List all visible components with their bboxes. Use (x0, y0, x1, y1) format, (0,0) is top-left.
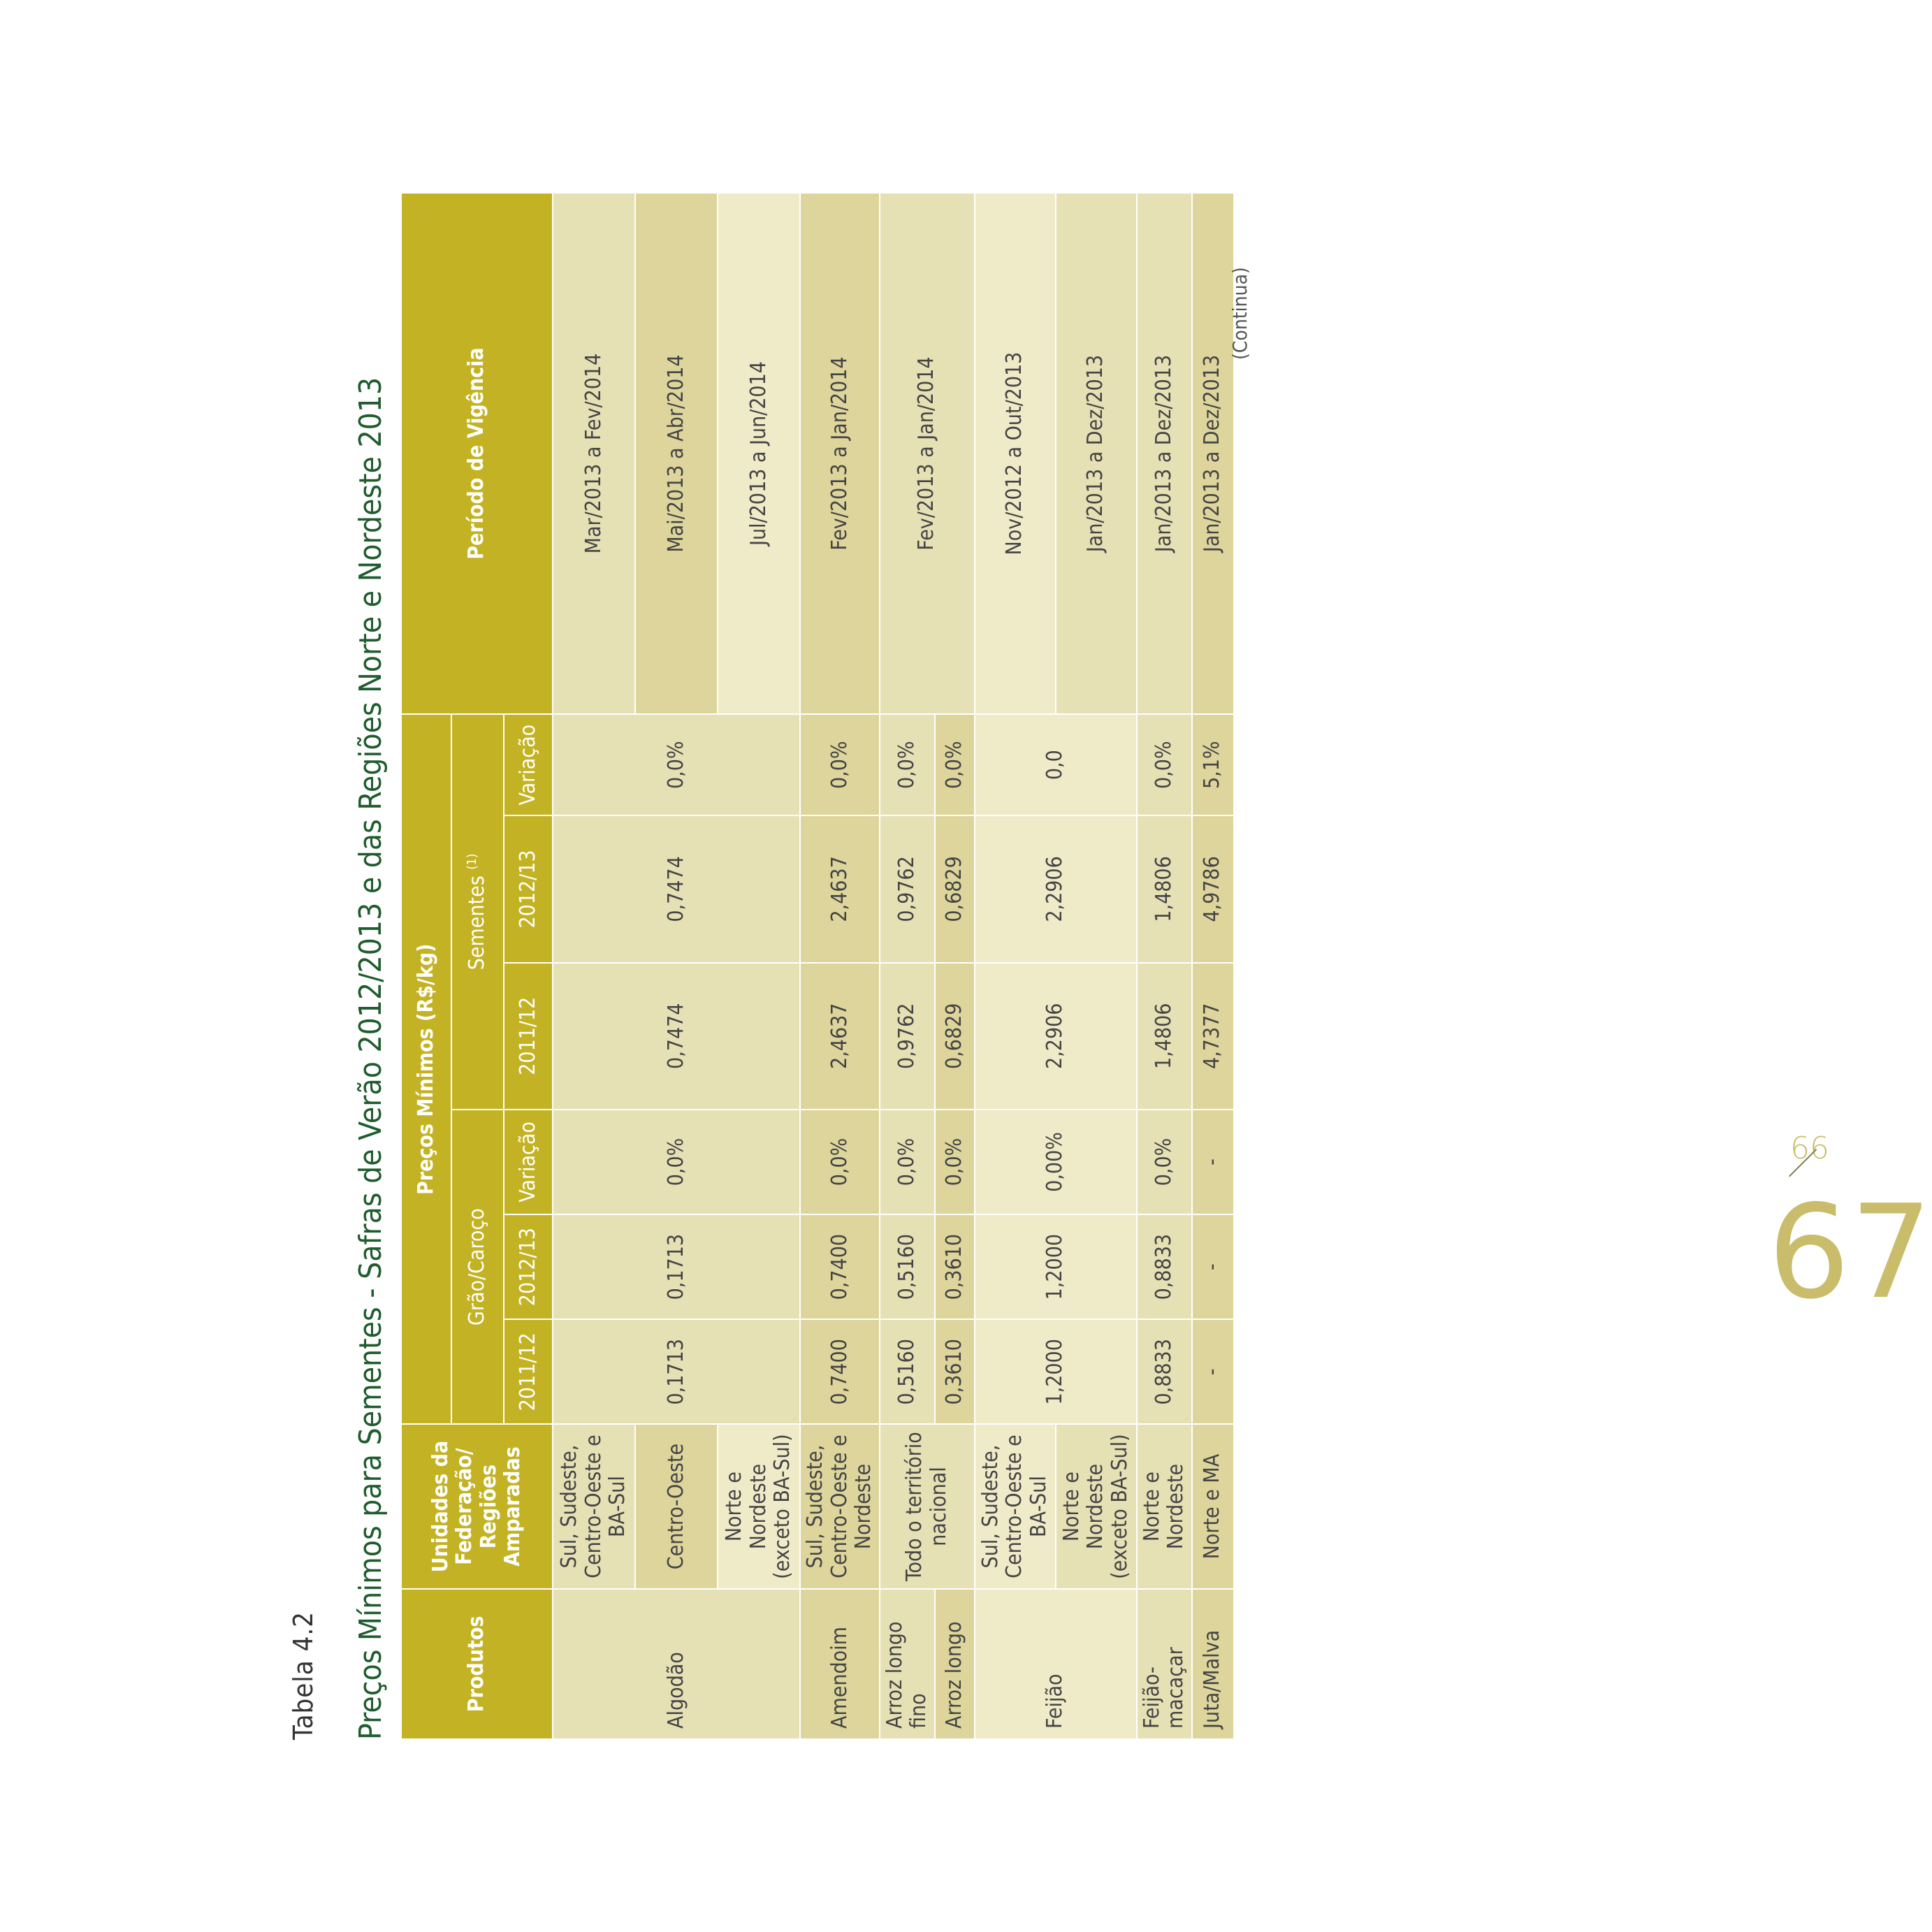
produto-cell: Feijão-macaçar (1137, 1589, 1192, 1739)
value-cell: 0,9762 (880, 963, 935, 1110)
periodo-cell: Mar/2013 a Fev/2014 (553, 193, 635, 714)
value-cell: 0,7474 (553, 815, 800, 962)
periodo-cell: Nov/2012 a Out/2013 (975, 193, 1056, 714)
value-cell: 0,7400 (800, 1214, 880, 1319)
region-cell: Centro-Oeste (635, 1424, 718, 1588)
table-row (975, 193, 1056, 1739)
value-cell: 1,2000 (975, 1319, 1137, 1424)
header-periodo: Período de Vigência (401, 193, 553, 714)
value-cell: 0,0% (935, 714, 975, 815)
value-cell: 2,2906 (975, 815, 1137, 962)
table-label: Tabela 4.2 (288, 1611, 319, 1740)
header-sem-var: Variação (504, 714, 553, 815)
page-number-left: 66 (1790, 1131, 1829, 1166)
produto-cell: Arroz longo fino (880, 1589, 935, 1739)
value-cell: 2,4637 (800, 815, 880, 962)
value-cell: 0,9762 (880, 815, 935, 962)
periodo-cell: Jan/2013 a Dez/2013 (1137, 193, 1192, 714)
periodo-cell: Fev/2013 a Jan/2014 (880, 193, 975, 714)
value-cell: 0,8833 (1137, 1319, 1192, 1424)
region-cell: Norte e MA (1192, 1424, 1234, 1588)
value-cell: 1,4806 (1137, 963, 1192, 1110)
periodo-cell: Jul/2013 a Jun/2014 (718, 193, 800, 714)
value-cell: - (1192, 1110, 1234, 1214)
footnote-marker: (1) (465, 853, 480, 870)
header-unidades: Unidades da Federação/ Regiões Amparadas (401, 1424, 553, 1588)
page-number-right: 67 (1768, 1177, 1932, 1328)
header-sem-2011: 2011/12 (504, 963, 553, 1110)
region-cell: Sul, Sudeste, Centro-Oeste e BA-Sul (553, 1424, 635, 1588)
value-cell: 2,4637 (800, 963, 880, 1110)
region-cell: Sul, Sudeste, Centro-Oeste e Nordeste (800, 1424, 880, 1588)
table-row (1137, 193, 1192, 1739)
header-precos: Preços Mínimos (R$/kg) (401, 714, 451, 1424)
value-cell: 0,00% (975, 1110, 1137, 1214)
value-cell: 0,0% (800, 1110, 880, 1214)
value-cell: 0,5160 (880, 1214, 935, 1319)
produto-cell: Arroz longo (935, 1589, 975, 1739)
periodo-cell: Jan/2013 a Dez/2013 (1056, 193, 1137, 714)
value-cell: 0,5160 (880, 1319, 935, 1424)
header-produtos: Produtos (401, 1589, 553, 1739)
value-cell: 0,1713 (553, 1319, 800, 1424)
value-cell: 0,0% (880, 1110, 935, 1214)
value-cell: - (1192, 1214, 1234, 1319)
produto-cell: Feijão (975, 1589, 1137, 1739)
table-title: Preços Mínimos para Sementes - Safras de Verão 2012/2013 e das Regiões Norte e Nordeste 2013 (353, 377, 388, 1740)
header-grao-2011: 2011/12 (504, 1319, 553, 1424)
value-cell: - (1192, 1319, 1234, 1424)
table-row (553, 193, 635, 1739)
header-sem-2012: 2012/13 (504, 815, 553, 962)
periodo-cell: Mai/2013 a Abr/2014 (635, 193, 718, 714)
produto-cell: Amendoim (800, 1589, 880, 1739)
produto-cell: Algodão (553, 1589, 800, 1739)
value-cell: 0,7474 (553, 963, 800, 1110)
header-grao-2012: 2012/13 (504, 1214, 553, 1319)
value-cell: 2,2906 (975, 963, 1137, 1110)
value-cell: 1,4806 (1137, 815, 1192, 962)
region-cell: Norte e Nordeste (exceto BA-Sul) (1056, 1424, 1137, 1588)
value-cell: 0,0% (800, 714, 880, 815)
value-cell: 0,8833 (1137, 1214, 1192, 1319)
value-cell: 4,7377 (1192, 963, 1234, 1110)
value-cell: 5,1% (1192, 714, 1234, 815)
header-sementes-label: Sementes (465, 876, 490, 971)
region-cell: Sul, Sudeste, Centro-Oeste e BA-Sul (975, 1424, 1056, 1588)
value-cell: 0,0% (1137, 1110, 1192, 1214)
periodo-cell: Fev/2013 a Jan/2014 (800, 193, 880, 714)
region-cell: Todo o território nacional (880, 1424, 975, 1588)
continua-note: (Continua) (1228, 267, 1251, 360)
prices-table (400, 192, 1235, 1740)
region-cell: Norte e Nordeste (exceto BA-Sul) (718, 1424, 800, 1588)
table-row (1192, 193, 1234, 1739)
value-cell: 4,9786 (1192, 815, 1234, 962)
value-cell: 0,1713 (553, 1214, 800, 1319)
value-cell: 1,2000 (975, 1214, 1137, 1319)
header-grao-var: Variação (504, 1110, 553, 1214)
header-grao: Grão/Caroço (451, 1110, 504, 1425)
value-cell: 0,0% (1137, 714, 1192, 815)
value-cell: 0,3610 (935, 1214, 975, 1319)
value-cell: 0,6829 (935, 963, 975, 1110)
value-cell: 0,0 (975, 714, 1137, 815)
value-cell: 0,6829 (935, 815, 975, 962)
value-cell: 0,0% (553, 1110, 800, 1214)
produto-cell: Juta/Malva (1192, 1589, 1234, 1739)
region-cell: Norte e Nordeste (1137, 1424, 1192, 1588)
periodo-cell: Jan/2013 a Dez/2013 (1192, 193, 1234, 714)
table-row (800, 193, 880, 1739)
table-row (880, 193, 935, 1739)
value-cell: 0,0% (553, 714, 800, 815)
value-cell: 0,3610 (935, 1319, 975, 1424)
value-cell: 0,7400 (800, 1319, 880, 1424)
header-sementes (451, 714, 504, 1110)
value-cell: 0,0% (880, 714, 935, 815)
value-cell: 0,0% (935, 1110, 975, 1214)
